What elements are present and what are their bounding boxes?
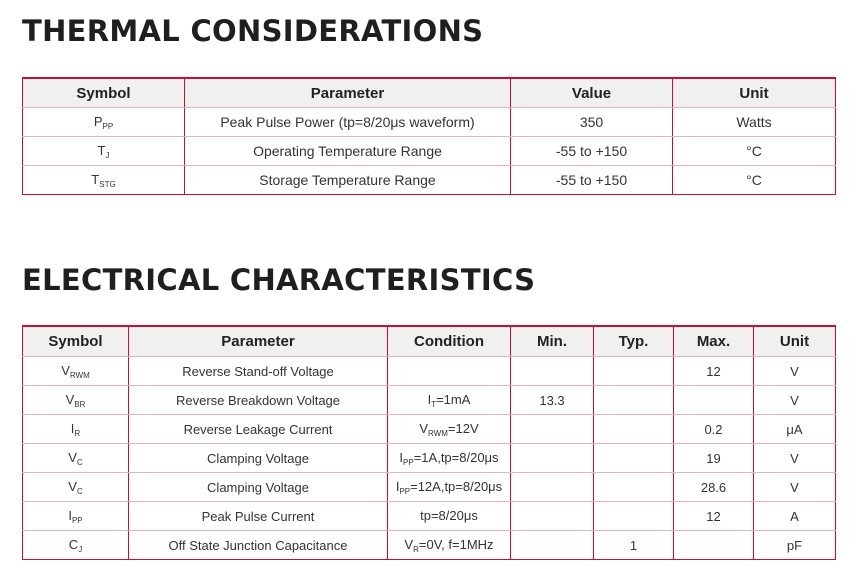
max-cell: 12 xyxy=(674,357,754,386)
typ-cell: 1 xyxy=(594,531,674,560)
parameter-cell: Clamping Voltage xyxy=(129,444,388,473)
electrical-table xyxy=(22,325,836,560)
parameter-cell: Clamping Voltage xyxy=(129,473,388,502)
table-row xyxy=(23,166,836,195)
typ-cell xyxy=(594,386,674,415)
typ-cell xyxy=(594,357,674,386)
max-cell: 28.6 xyxy=(674,473,754,502)
min-cell xyxy=(511,531,594,560)
header-value: Value xyxy=(511,78,673,108)
max-cell: 0.2 xyxy=(674,415,754,444)
min-cell xyxy=(511,473,594,502)
table-header-row xyxy=(23,326,836,357)
table-header-row xyxy=(23,78,836,108)
unit-cell: V xyxy=(754,357,836,386)
table-row xyxy=(23,531,836,560)
condition-cell: $V_{RWM}=12V$ xyxy=(388,415,511,444)
parameter-cell: Reverse Stand-off Voltage xyxy=(129,357,388,386)
symbol-cell: $T_{STG}$ xyxy=(23,166,185,195)
header-parameter: Parameter xyxy=(185,78,511,108)
table-row xyxy=(23,137,836,166)
header-symbol: Symbol xyxy=(23,78,185,108)
table-row xyxy=(23,108,836,137)
header-parameter: Parameter xyxy=(129,326,388,357)
parameter-cell: Reverse Breakdown Voltage xyxy=(129,386,388,415)
unit-cell: Watts xyxy=(673,108,836,137)
parameter-cell: Peak Pulse Power (tp=8/20μs waveform) xyxy=(185,108,511,137)
max-cell: 19 xyxy=(674,444,754,473)
parameter-cell: Peak Pulse Current xyxy=(129,502,388,531)
unit-cell: pF xyxy=(754,531,836,560)
max-cell: 12 xyxy=(674,502,754,531)
condition-cell: $I_{PP}=1A,tp=8/20\mu s$ xyxy=(388,444,511,473)
symbol-cell: $C_J$ xyxy=(23,531,129,560)
parameter-cell: Storage Temperature Range xyxy=(185,166,511,195)
min-cell xyxy=(511,357,594,386)
header-min: Min. xyxy=(511,326,594,357)
value-cell: -55 to +150 xyxy=(511,137,673,166)
condition-cell xyxy=(388,357,511,386)
table-row xyxy=(23,444,836,473)
symbol-cell: $T_J$ xyxy=(23,137,185,166)
parameter-cell: Off State Junction Capacitance xyxy=(129,531,388,560)
condition-cell: $V_R=0V$, f=1MHz xyxy=(388,531,511,560)
header-condition: Condition xyxy=(388,326,511,357)
value-cell: 350 xyxy=(511,108,673,137)
header-typ: Typ. xyxy=(594,326,674,357)
min-cell: 13.3 xyxy=(511,386,594,415)
unit-cell: °C xyxy=(673,166,836,195)
table-row xyxy=(23,415,836,444)
table-row xyxy=(23,502,836,531)
symbol-cell: $I_R$ xyxy=(23,415,129,444)
header-max: Max. xyxy=(674,326,754,357)
value-cell: -55 to +150 xyxy=(511,166,673,195)
header-unit: Unit xyxy=(754,326,836,357)
symbol-cell: $P_{PP}$ xyxy=(23,108,185,137)
electrical-section-title: ELECTRICAL CHARACTERISTICS xyxy=(22,263,536,297)
max-cell xyxy=(674,386,754,415)
typ-cell xyxy=(594,473,674,502)
thermal-section-title: THERMAL CONSIDERATIONS xyxy=(22,14,484,48)
max-cell xyxy=(674,531,754,560)
unit-cell: μA xyxy=(754,415,836,444)
unit-cell: A xyxy=(754,502,836,531)
symbol-cell: $V_{RWM}$ xyxy=(23,357,129,386)
typ-cell xyxy=(594,502,674,531)
header-unit: Unit xyxy=(673,78,836,108)
table-row xyxy=(23,357,836,386)
thermal-table xyxy=(22,77,836,195)
min-cell xyxy=(511,502,594,531)
table-row xyxy=(23,386,836,415)
min-cell xyxy=(511,444,594,473)
parameter-cell: Operating Temperature Range xyxy=(185,137,511,166)
symbol-cell: $V_C$ xyxy=(23,473,129,502)
condition-cell: $I_T=1mA$ xyxy=(388,386,511,415)
unit-cell: °C xyxy=(673,137,836,166)
unit-cell: V xyxy=(754,444,836,473)
condition-cell: $I_{PP}=12A,tp=8/20\mu s$ xyxy=(388,473,511,502)
symbol-cell: $V_{BR}$ xyxy=(23,386,129,415)
symbol-cell: $V_C$ xyxy=(23,444,129,473)
header-symbol: Symbol xyxy=(23,326,129,357)
symbol-cell: $I_{PP}$ xyxy=(23,502,129,531)
condition-cell: tp=8/20μs xyxy=(388,502,511,531)
typ-cell xyxy=(594,415,674,444)
parameter-cell: Reverse Leakage Current xyxy=(129,415,388,444)
min-cell xyxy=(511,415,594,444)
typ-cell xyxy=(594,444,674,473)
table-row xyxy=(23,473,836,502)
unit-cell: V xyxy=(754,386,836,415)
unit-cell: V xyxy=(754,473,836,502)
